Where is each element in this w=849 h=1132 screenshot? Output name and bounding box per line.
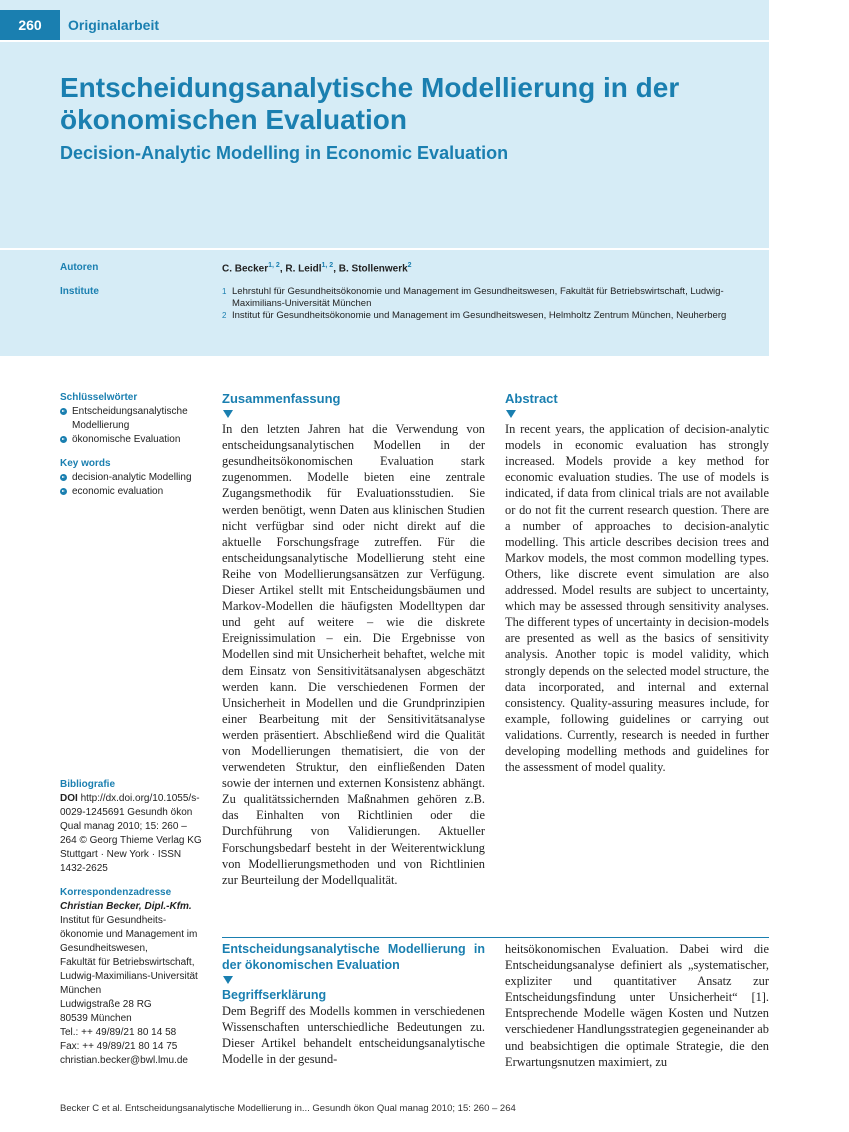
section-label: Originalarbeit — [68, 17, 160, 33]
address-line: Ludwigstraße 28 RG — [60, 999, 152, 1010]
subsection-heading: Begriffserklärung — [222, 988, 327, 1002]
address-line: Fakultät für Betriebswirtschaft, Ludwig-Maximilians-Universität München — [60, 957, 198, 996]
author-affiliation: 1, 2 — [321, 262, 334, 269]
section-rule — [222, 937, 769, 938]
address-line: Institut für Gesundheits-ökonomie und Management im Gesundheitswesen, — [60, 915, 198, 954]
summary-text: In den letzten Jahren hat die Verwendung von entscheidungsanalytischen Modellen in der gesundheitsökonomischen Evaluation stark zugenommen. Modelle bieten eine zentrale Zugangsmethodik für Evaluationsstudien. Sie werden benötigt, wenn Daten aus klinischen Studien nicht verfügbar sind oder nicht direkt auf die aktuelle Forschungsfrage zutreffen. Für die entscheidungsanalytische Modellierung steht eine Reihe von Modellierungsansätzen zur Verfügung. Dieser Artikel stellt mit Entscheidungsbäumen und Markov-Modellen die häufigsten Modelltypen dar und geht auf weitere – wie die diskrete Ereignissimulation – ein. Die Ergebnisse von Modellen sind mit Unsicherheit behaftet, welche mit dem Einsatz von Sensitivitätsanalysen abgeschätzt werden kann. Die verschiedenen Formen der Unsicherheit in Modellen und die Grundprinzipien einer Bearbeitung mit der Sensitivitätsanalyse werden präsentiert. Abschließend wird die Qualität von Modellierungen thematisiert, die von der verwendeten Struktur, den einfließenden Daten sowie der internen und externen Konsistenz abhängt. Zu qualitätssichernden Maßnahmen gehören z.B. das Einhalten von Richtlinien oder die Durchführung von Validierungen. Aktueller Forschungsbedarf besteht in der Weiterentwicklung von Modellierungsmethoden und von Richtlinien zur Beurteilung der Modellqualität. — [222, 422, 485, 887]
phone-line: Tel.: ++ 49/89/21 80 14 58 — [60, 1027, 177, 1038]
bibliography-text — [60, 792, 205, 876]
author-name: R. Leidl — [285, 263, 322, 275]
keyword-item: Entscheidungsanalytische Modellierung — [60, 405, 205, 433]
fax-line: Fax: ++ 49/89/21 80 14 75 — [60, 1041, 178, 1052]
doi-label: DOI — [60, 793, 78, 804]
abstract-heading: Abstract — [505, 391, 558, 406]
author-affiliation: 1, 2 — [268, 262, 280, 269]
author-separator: , — [279, 263, 286, 275]
institute-number: 1 — [222, 287, 227, 296]
institute-text: Institut für Gesundheitsökonomie und Management im Gesundheitswesen, Helmholtz Zentrum München, Neuherberg — [232, 310, 727, 321]
summary-heading: Zusammenfassung — [222, 391, 341, 406]
triangle-marker-icon — [506, 410, 516, 418]
bibliography-details: http://dx.doi.org/10.1055/s-0029-1245691 Gesundh ökon Qual manag 2010; 15: 260 – 264 © Georg Thieme Verlag KG Stuttgart · New York · ISSN 1432-2625 — [60, 793, 202, 874]
body-text: Dem Begriff des Modells kommen in verschiedenen Wissenschaften unterschiedliche Bedeutungen zu. Dieser Artikel behandelt entscheidungsanalytische Modelle in der gesund- — [222, 1004, 485, 1067]
body-column-2 — [505, 941, 769, 1070]
authors-line — [222, 262, 412, 274]
triangle-marker-icon — [223, 410, 233, 418]
authors-label: Autoren — [60, 262, 99, 273]
address-line: 80539 München — [60, 1013, 132, 1024]
correspondence-label: Korrespondenzadresse — [60, 887, 172, 898]
triangle-marker-icon — [223, 976, 233, 984]
footer-citation: Becker C et al. Entscheidungsanalytische Modellierung in... Gesundh ökon Qual manag 2010; 15: 260 – 264 — [60, 1103, 516, 1114]
abstract-english — [505, 391, 769, 775]
bibliography-box — [60, 778, 205, 1068]
keyword-item: economic evaluation — [60, 485, 205, 499]
keywords-box — [60, 391, 205, 499]
correspondence-name: Christian Becker, Dipl.-Kfm. — [60, 901, 192, 912]
body-text: heitsökonomischen Evaluation. Dabei wird die Entscheidungsanalyse definiert als „systematischer, expliziter und quantitativer Ansatz zur Entscheidungsfindung unter Unsicherheit“ [1]. Entsprechende Modelle wägen Kosten und Nutzen verschiedener Handlungsstrategien gegeneinander ab und beabsichtigen die optimale Strategie, die den Erwartungsnutzen maximiert, zu — [505, 942, 769, 1069]
keyword-item: decision-analytic Modelling — [60, 471, 205, 485]
summary-german — [222, 391, 485, 888]
title-german: Entscheidungsanalytische Modellierung in der ökonomischen Evaluation — [60, 72, 680, 135]
institute-number: 2 — [222, 311, 227, 320]
keywords-de-label: Schlüsselwörter — [60, 392, 138, 403]
bibliography-label: Bibliografie — [60, 779, 116, 790]
author-affiliation: 2 — [407, 262, 412, 269]
author-separator: , — [333, 263, 339, 275]
body-column-1 — [222, 941, 485, 1067]
institutes-label: Institute — [60, 286, 99, 297]
institute-item — [222, 286, 762, 310]
author-name: C. Becker — [222, 263, 269, 275]
keyword-item: ökonomische Evaluation — [60, 433, 205, 447]
institute-text: Lehrstuhl für Gesundheitsökonomie und Management im Gesundheitswesen, Fakultät für Betriebswirtschaft, Ludwig-Maximilians-Universität München — [232, 286, 724, 309]
institute-item — [222, 310, 762, 322]
email-link[interactable]: christian.becker@bwl.lmu.de — [60, 1055, 188, 1066]
abstract-text: In recent years, the application of decision-analytic models in economic evaluation has strongly increased. Models provide a key method for economic evaluation studies. The use of models is indicated, if data from clinical trials are not available or do not fit the current research question. There are a number of approaches to decision-analytic modelling. This article describes decision trees and Markov models, the most common modelling types. Others, like discrete event simulation are also addressed. Model results are subject to uncertainty, which may be assessed through sensitivity analyses. The different types of uncertainty in decision-models are presented as well as the basics of sensitivity analysis. Another topic is model validity, which strongly depends on the selected model structure, the data incorporated, and internal and external consistency. Quality-assuring measures include, for example, following guidelines or carrying out validations. Currently, research is needed in further developing modelling methods and guidelines for the assessment of model quality. — [505, 422, 769, 775]
page-number: 260 — [0, 10, 60, 40]
author-name: B. Stollenwerk — [338, 263, 408, 275]
section-heading: Entscheidungsanalytische Modellierung in der ökonomischen Evaluation — [222, 942, 485, 972]
meta-rule — [0, 248, 769, 250]
header-rule — [0, 40, 769, 42]
keywords-en-label: Key words — [60, 458, 111, 469]
title-english: Decision-Analytic Modelling in Economic Evaluation — [60, 143, 509, 163]
